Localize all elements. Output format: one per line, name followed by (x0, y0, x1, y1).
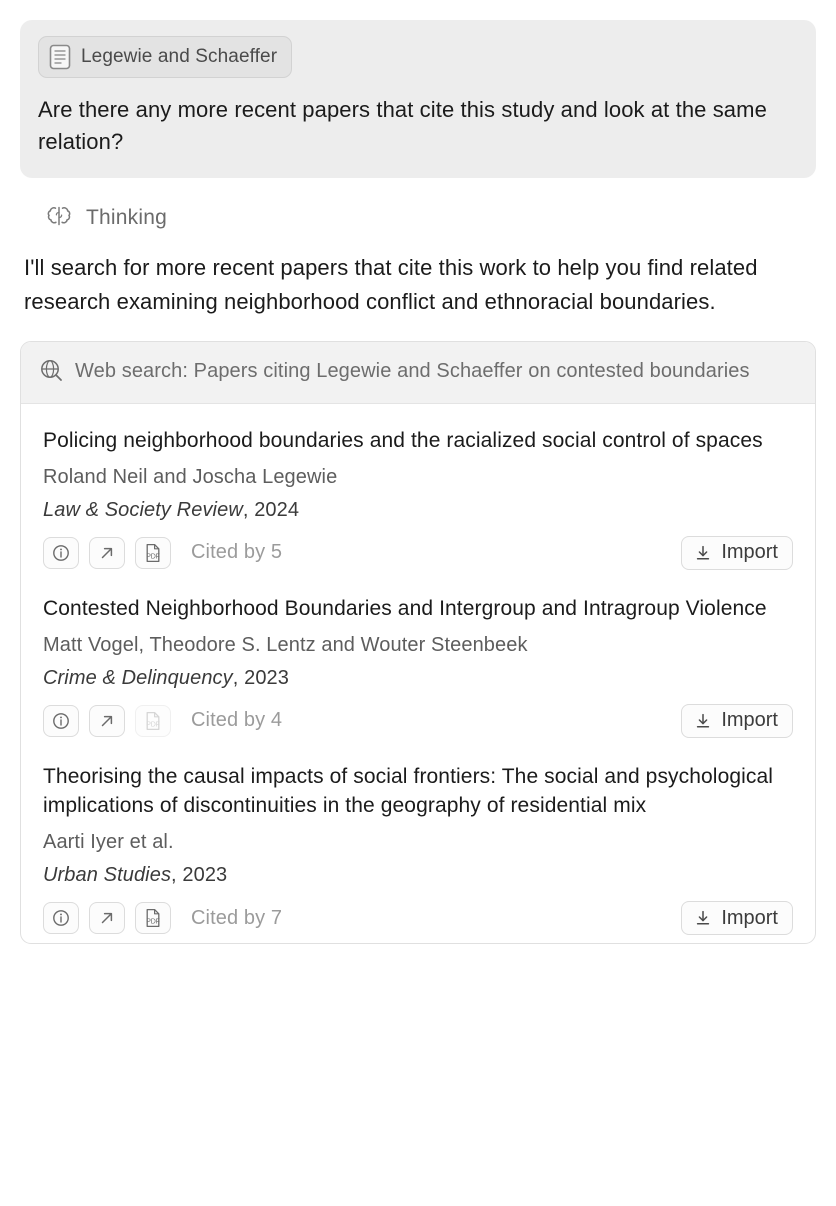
result-year: 2024 (254, 498, 300, 521)
web-search-card (20, 341, 816, 944)
result-actions (43, 536, 793, 570)
import-label: Import (721, 906, 778, 929)
thinking-indicator[interactable] (20, 178, 816, 251)
result-title[interactable]: Contested Neighborhood Boundaries and Intergroup and Intragroup Violence (43, 596, 767, 620)
list-item (43, 746, 793, 944)
svg-text:PDF: PDF (146, 720, 160, 728)
import-button[interactable] (681, 901, 793, 935)
import-label: Import (721, 541, 778, 564)
result-title[interactable]: Theorising the causal impacts of social frontiers: The social and psychological implications of discontinuities in the geography of residential mix (43, 764, 774, 818)
cited-by-label: Cited by 5 (191, 541, 283, 564)
info-icon-button[interactable] (43, 537, 79, 569)
web-search-query: Web search: Papers citing Legewie and Schaeffer on contested boundaries (75, 359, 750, 382)
result-actions (43, 704, 793, 738)
user-message-text: Are there any more recent papers that cite this study and look at the same relation? (38, 97, 767, 154)
result-venue: Law & Society Review, 2024 (43, 498, 300, 521)
open-link-icon-button[interactable] (89, 705, 125, 737)
open-link-icon-button[interactable] (89, 902, 125, 934)
document-icon (49, 44, 71, 70)
import-label: Import (721, 709, 778, 732)
result-journal: Crime & Delinquency (43, 666, 233, 689)
import-button[interactable] (681, 536, 793, 570)
attachment-chip[interactable] (38, 36, 292, 78)
svg-text:PDF: PDF (146, 553, 160, 561)
result-venue: Crime & Delinquency, 2023 (43, 666, 289, 689)
result-venue: Urban Studies, 2023 (43, 864, 228, 887)
result-actions (43, 901, 793, 935)
result-authors: Matt Vogel, Theodore S. Lentz and Wouter Steenbeek (43, 633, 528, 656)
thinking-label: Thinking (86, 206, 167, 230)
result-authors: Roland Neil and Joscha Legewie (43, 465, 338, 488)
globe-search-icon (39, 358, 63, 387)
info-icon-button[interactable] (43, 902, 79, 934)
result-authors: Aarti Iyer et al. (43, 831, 174, 854)
brain-icon (46, 204, 72, 233)
svg-text:PDF: PDF (146, 918, 160, 926)
pdf-icon-button (135, 705, 171, 737)
attachment-label: Legewie and Schaeffer (81, 46, 278, 67)
result-year: 2023 (244, 666, 289, 689)
cited-by-label: Cited by 7 (191, 906, 283, 929)
list-item (43, 410, 793, 578)
cited-by-label: Cited by 4 (191, 709, 283, 732)
pdf-icon-button[interactable] (135, 902, 171, 934)
user-message-bubble (20, 20, 816, 178)
result-journal: Urban Studies (43, 864, 172, 887)
info-icon-button[interactable] (43, 705, 79, 737)
web-search-header[interactable] (21, 342, 815, 404)
result-year: 2023 (182, 864, 228, 887)
list-item (43, 578, 793, 746)
search-results-list (21, 404, 815, 943)
assistant-message-text: I'll search for more recent papers that cite this work to help you find related research examining neighborhood conflict and ethnoracial boundaries. (24, 254, 758, 314)
pdf-icon-button[interactable] (135, 537, 171, 569)
result-title[interactable]: Policing neighborhood boundaries and the racialized social control of spaces (43, 428, 763, 452)
open-link-icon-button[interactable] (89, 537, 125, 569)
import-button[interactable] (681, 704, 793, 738)
result-journal: Law & Society Review (43, 498, 243, 521)
